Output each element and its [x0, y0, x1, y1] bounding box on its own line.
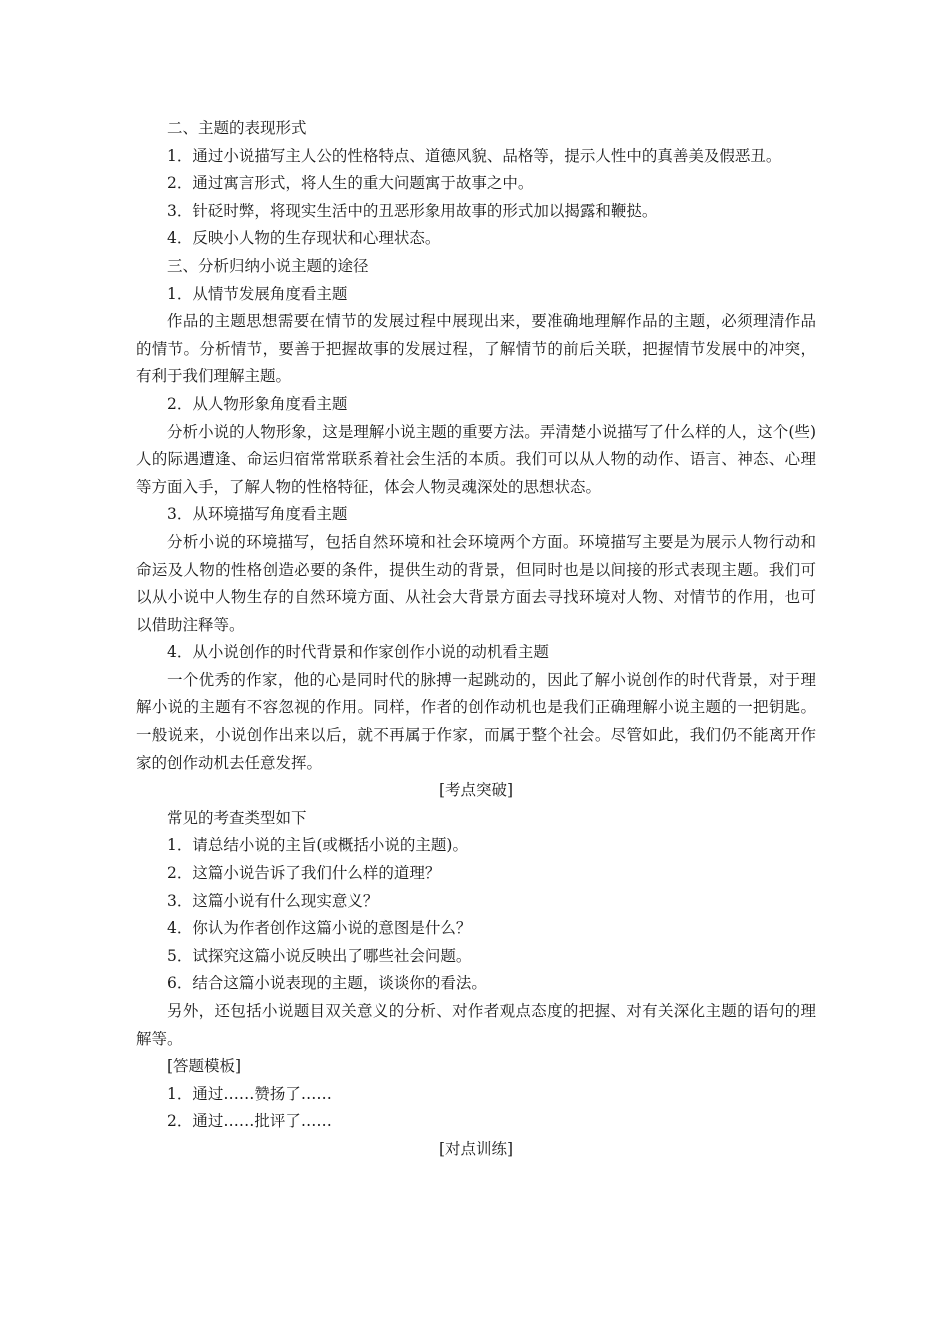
list-item: 3．这篇小说有什么现实意义？ — [167, 891, 379, 910]
subheading-plot: 1．从情节发展角度看主题 — [167, 284, 348, 303]
list-item: 6．结合这篇小说表现的主题，谈谈你的看法。 — [167, 974, 487, 993]
section-heading-forms: 二、主题的表现形式 — [167, 119, 307, 137]
list-item: 5．试探究这篇小说反映出了哪些社会问题。 — [167, 946, 472, 965]
paragraph-character: 分析小说的人物形象，这是理解小说主题的重要方法。弄清楚小说描写了什么样的人，这个(些)人的际遇遭逢、命运归宿常常联系着社会生活的本质。我们可以从人物的动作、语言、神态、心理等方面入手，了解人物的性格特征，体会人物灵魂深处的思想状态。 — [136, 422, 816, 496]
subheading-environment: 3．从环境描写角度看主题 — [167, 505, 348, 524]
list-item: 4．你认为作者创作这篇小说的意图是什么？ — [167, 919, 472, 938]
list-item: 4．反映小人物的生存现状和心理状态。 — [167, 229, 441, 248]
subheading-background: 4．从小说创作的时代背景和作家创作小说的动机看主题 — [167, 643, 549, 662]
subheading-character: 2．从人物形象角度看主题 — [167, 394, 348, 413]
breakthrough-heading: [考点突破] — [438, 781, 514, 800]
section-heading-methods: 三、分析归纳小说主题的途径 — [167, 256, 369, 275]
document-page — [136, 115, 816, 1164]
template-heading: [答题模板] — [167, 1057, 242, 1076]
paragraph-background: 一个优秀的作家，他的心是同时代的脉搏一起跳动的，因此了解小说创作的时代背景，对于理解小说的主题有不容忽视的作用。同样，作者的创作动机也是我们正确理解小说主题的一把钥匙。一般说来，小说创作出来以后，就不再属于作家，而属于整个社会。尽管如此，我们仍不能离开作家的创作动机去任意发挥。 — [136, 670, 816, 772]
list-item: 2．通过寓言形式，将人生的重大问题寓于故事之中。 — [167, 174, 534, 193]
list-item: 2．这篇小说告诉了我们什么样的道理？ — [167, 864, 441, 883]
list-item: 1．通过小说描写主人公的性格特点、道德风貌、品格等，提示人性中的真善美及假恶丑。 — [167, 146, 782, 165]
list-item: 1．请总结小说的主旨(或概括小说的主题)。 — [167, 836, 468, 855]
training-heading: [对点训练] — [438, 1139, 514, 1158]
paragraph-extra: 另外，还包括小说题目双关意义的分析、对作者观点态度的把握、对有关深化主题的语句的理解等。 — [136, 1002, 816, 1048]
breakthrough-intro: 常见的考查类型如下 — [167, 808, 307, 827]
paragraph-plot: 作品的主题思想需要在情节的发展过程中展现出来，要准确地理解作品的主题，必须理清作品的情节。分析情节，要善于把握故事的发展过程，了解情节的前后关联，把握情节发展中的冲突，有利于我们理解主题。 — [136, 312, 816, 386]
paragraph-environment: 分析小说的环境描写，包括自然环境和社会环境两个方面。环境描写主要是为展示人物行动和命运及人物的性格创造必要的条件，提供生动的背景，但同时也是以间接的形式表现主题。我们可以从小说中人物生存的自然环境方面、从社会大背景方面去寻找环境对人物、对情节的作用，也可以借助注释等。 — [136, 532, 816, 634]
list-item: 3．针砭时弊，将现实生活中的丑恶形象用故事的形式加以揭露和鞭挞。 — [167, 201, 658, 220]
list-item: 1．通过……赞扬了…… — [167, 1084, 332, 1103]
list-item: 2．通过……批评了…… — [167, 1112, 332, 1131]
